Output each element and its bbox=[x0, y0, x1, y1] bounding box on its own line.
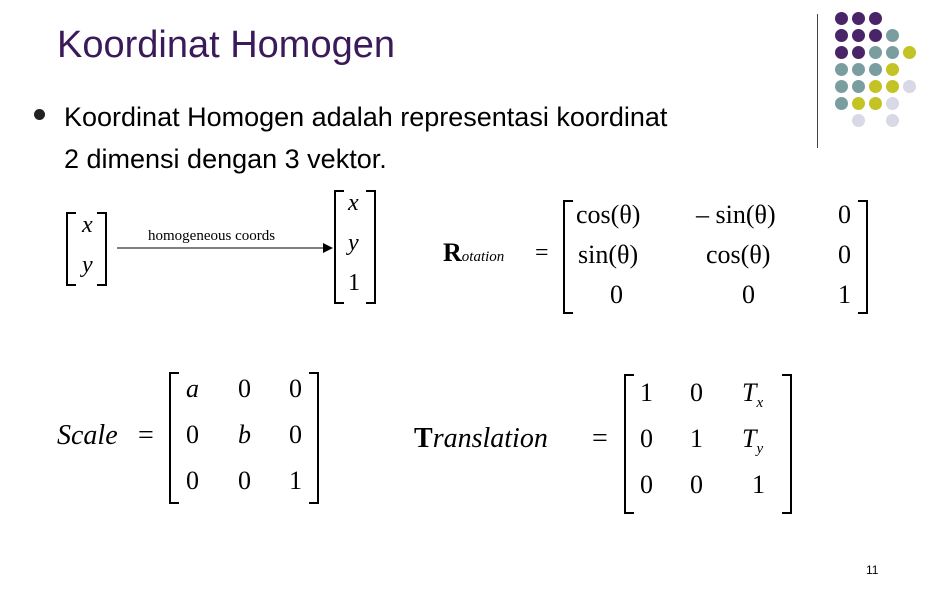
arrow-label: homogeneous coords bbox=[148, 228, 276, 244]
scale-cell: 0 bbox=[238, 466, 251, 495]
bullet-line-2: 2 dimensi dengan 3 vektor. bbox=[64, 144, 387, 174]
translation-cell: 1 bbox=[640, 378, 653, 407]
scale-cell: 0 bbox=[186, 466, 199, 495]
deco-dot bbox=[869, 80, 882, 93]
deco-dot bbox=[835, 29, 848, 42]
deco-dot bbox=[852, 97, 865, 110]
vector-3d-x: x bbox=[348, 190, 359, 216]
vector-2d-left-bracket bbox=[66, 212, 76, 286]
scale-right-bracket bbox=[309, 372, 319, 504]
bullet-line-1: Koordinat Homogen adalah representasi koordinat bbox=[64, 102, 668, 132]
deco-dot bbox=[852, 12, 865, 25]
vector-3d-y: y bbox=[348, 230, 359, 256]
arrow-icon bbox=[117, 242, 333, 254]
rotation-cell: 0 bbox=[838, 240, 851, 269]
vector-3d-right-bracket bbox=[366, 190, 376, 304]
deco-dot bbox=[869, 29, 882, 42]
rotation-left-bracket bbox=[563, 200, 573, 314]
page-number: 11 bbox=[866, 563, 879, 577]
rotation-cell: 0 bbox=[838, 200, 851, 229]
deco-dot bbox=[903, 46, 916, 59]
translation-ty-main: T bbox=[742, 424, 757, 453]
rotation-right-bracket bbox=[858, 200, 868, 314]
scale-equals: = bbox=[138, 420, 154, 451]
deco-dot bbox=[869, 12, 882, 25]
scale-cell: 0 bbox=[238, 374, 251, 403]
deco-dot bbox=[835, 97, 848, 110]
deco-dot bbox=[835, 46, 848, 59]
translation-cell: 1 bbox=[752, 470, 765, 499]
vector-2d-y: y bbox=[82, 252, 93, 278]
scale-left-bracket bbox=[169, 372, 179, 504]
rotation-cell: – sin(θ) bbox=[696, 200, 776, 229]
translation-equals: = bbox=[592, 423, 608, 454]
deco-dot bbox=[886, 97, 899, 110]
scale-cell: 1 bbox=[289, 466, 302, 495]
translation-cell: 0 bbox=[690, 378, 703, 407]
vector-2d-x: x bbox=[82, 212, 93, 238]
rotation-cell: 0 bbox=[742, 280, 755, 309]
deco-dot bbox=[886, 46, 899, 59]
rotation-cell: cos(θ) bbox=[706, 240, 771, 269]
translation-right-bracket bbox=[782, 374, 792, 514]
translation-label-rest: ranslation bbox=[432, 423, 548, 454]
deco-dot bbox=[852, 114, 865, 127]
bullet-text bbox=[64, 96, 824, 180]
translation-cell bbox=[742, 424, 763, 458]
vector-3d-one: 1 bbox=[348, 270, 360, 296]
scale-cell: a bbox=[186, 374, 199, 403]
rotation-cell: sin(θ) bbox=[578, 240, 639, 269]
translation-cell bbox=[742, 378, 763, 412]
deco-dot bbox=[886, 114, 899, 127]
translation-cell: 0 bbox=[690, 470, 703, 499]
scale-cell: b bbox=[238, 420, 251, 449]
vector-3d-left-bracket bbox=[334, 190, 344, 304]
scale-cell: 0 bbox=[289, 374, 302, 403]
deco-dot bbox=[869, 97, 882, 110]
deco-dot bbox=[835, 63, 848, 76]
vector-2d-right-bracket bbox=[97, 212, 107, 286]
rotation-label-main: R bbox=[443, 238, 462, 267]
slide-title: Koordinat Homogen bbox=[57, 24, 395, 66]
deco-dot bbox=[869, 63, 882, 76]
rotation-cell: 0 bbox=[610, 280, 623, 309]
deco-dot bbox=[852, 29, 865, 42]
translation-cell: 0 bbox=[640, 470, 653, 499]
translation-tx-main: T bbox=[742, 378, 757, 407]
scale-label: Scale bbox=[57, 420, 118, 451]
translation-left-bracket bbox=[624, 374, 634, 514]
deco-dot bbox=[903, 80, 916, 93]
deco-dot bbox=[886, 80, 899, 93]
rotation-cell: cos(θ) bbox=[576, 200, 641, 229]
translation-cell: 1 bbox=[690, 424, 703, 453]
translation-ty-sub: y bbox=[756, 441, 764, 458]
deco-dot bbox=[852, 63, 865, 76]
rotation-label-sub: otation bbox=[461, 249, 505, 265]
scale-cell: 0 bbox=[186, 420, 199, 449]
rotation-label bbox=[443, 238, 504, 268]
scale-cell: 0 bbox=[289, 420, 302, 449]
deco-dot bbox=[835, 80, 848, 93]
translation-label-main: T bbox=[414, 423, 433, 454]
deco-dot bbox=[869, 46, 882, 59]
divider-line bbox=[817, 14, 818, 148]
deco-dot bbox=[835, 12, 848, 25]
translation-label bbox=[414, 423, 548, 455]
deco-dot bbox=[852, 80, 865, 93]
bullet-dot bbox=[34, 109, 45, 120]
deco-dot bbox=[852, 46, 865, 59]
rotation-equals: = bbox=[535, 240, 549, 266]
rotation-cell: 1 bbox=[838, 280, 851, 309]
translation-cell: 0 bbox=[640, 424, 653, 453]
deco-dot bbox=[886, 29, 899, 42]
deco-dot bbox=[886, 63, 899, 76]
translation-tx-sub: x bbox=[756, 395, 764, 412]
